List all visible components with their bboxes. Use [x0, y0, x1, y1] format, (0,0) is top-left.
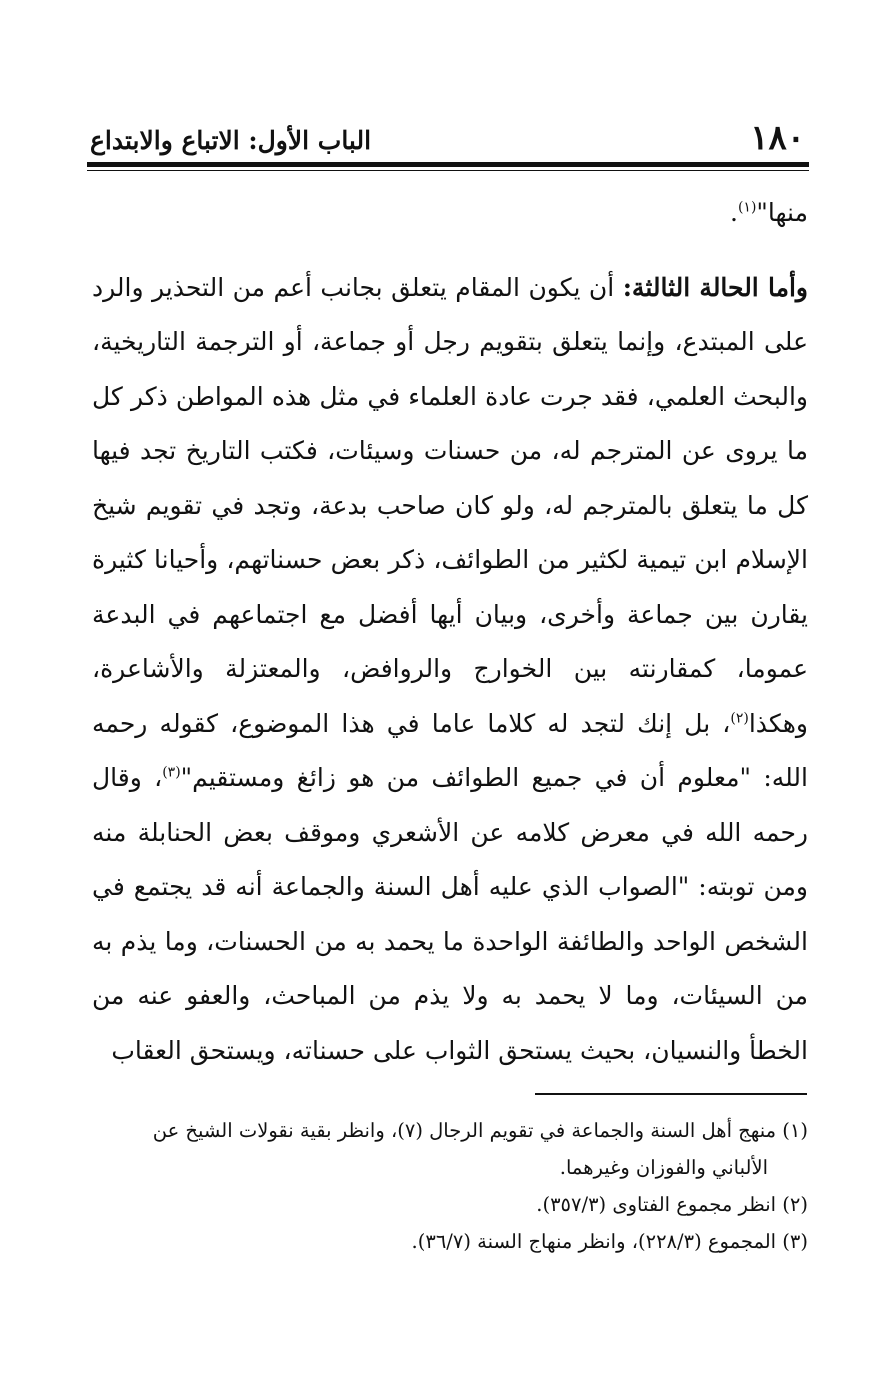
page-number: ١٨٠	[750, 118, 805, 158]
running-header	[90, 118, 805, 164]
footnote-3: (٣) المجموع (٢٢٨/٣)، وانظر منهاج السنة (٣٦/٧).	[411, 1230, 808, 1253]
footnote-ref-1: (١)	[737, 199, 757, 216]
paragraph-third-case	[92, 261, 808, 1079]
paragraph-text-2: ، بل إنك لتجد له كلاما عاما في هذا الموضوع، كقوله رحمه الله: "معلوم أن في جميع الطوائف من هو زائغ ومستقيم"	[92, 708, 808, 792]
chapter-title: الباب الأول: الاتباع والابتداع	[90, 126, 372, 155]
footnotes	[92, 1112, 808, 1260]
footnote-separator	[535, 1093, 807, 1095]
paragraph-lead: وأما الحالة الثالثة:	[622, 272, 808, 302]
footnote-2: (٢) انظر مجموع الفتاوى (٣٥٧/٣).	[536, 1193, 808, 1216]
continuation-text: منها"	[756, 198, 808, 227]
footnote-1: (١) منهج أهل السنة والجماعة في تقويم الرجال (٧)، وانظر بقية نقولات الشيخ عن الألباني والفوزان وغيرهما.	[152, 1119, 808, 1179]
paragraph-text-1: أن يكون المقام يتعلق بجانب أعم من التحذير والرد على المبتدع، وإنما يتعلق بتقويم رجل أو جماعة، أو الترجمة التاريخية، والبحث العلمي، فقد جرت عادة العلماء في مثل هذه المواطن ذكر كل ما يروى عن المترجم له، من حسنات وسيئات، فكتب التاريخ تجد فيها كل ما يتعلق بالمترجم له، ولو كان صاحب بدعة، وتجد في تقويم شيخ الإسلام ابن تيمية لكثير من الطوائف، ذكر بعض حسناتهم، وأحيانا كثيرة يقارن بين جماعة وأخرى، وبيان أيها أفضل مع اجتماعهم في البدعة عموما، كمقارنته بين الخوارج والروافض، والمعتزلة والأشاعرة، وهكذا	[92, 272, 809, 738]
continuation-line	[92, 186, 808, 241]
header-rule-thick	[87, 162, 809, 167]
header-rule-thin	[87, 170, 809, 171]
continuation-end: .	[730, 198, 738, 227]
footnote-ref-2: (٢)	[730, 710, 749, 727]
paragraph-gap	[92, 241, 808, 261]
main-text	[92, 186, 808, 1078]
paragraph-text-3: ، وقال رحمه الله في معرض كلامه عن الأشعري وموقف بعض الحنابلة منه ومن توبته: "الصواب الذي عليه أهل السنة والجماعة أنه قد يجتمع في الشخص الواحد والطائفة الواحدة ما يحمد به من الحسنات، وما يذم به من السيئات، وما لا يحمد به ولا يذم من المباحث، والعفو عنه من الخطأ والنسيان، بحيث يستحق الثواب على حسناته، ويستحق العقاب	[92, 763, 808, 1065]
footnote-ref-3: (٣)	[162, 764, 181, 781]
